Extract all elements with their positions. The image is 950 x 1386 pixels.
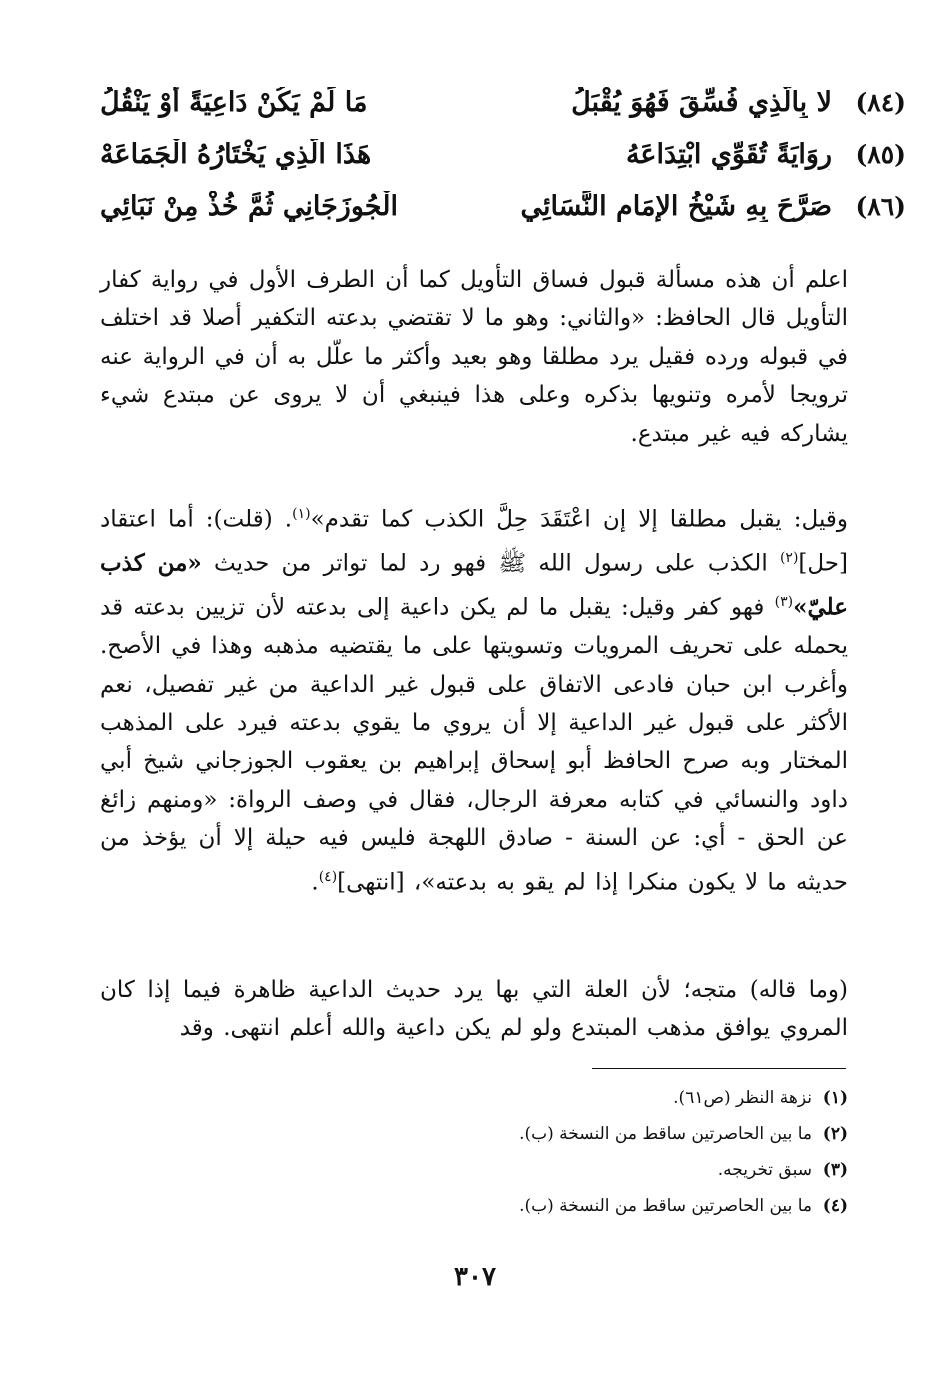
footnote-number: (١) (822, 1088, 848, 1108)
footnote-text: ما بين الحاصرتين ساقط من النسخة (ب). (519, 1196, 812, 1216)
paragraph-2-text: الكذب على رسول الله ﷺ فهو رد لما تواتر من حديث (201, 550, 780, 577)
verse-row (100, 128, 906, 180)
footnote-divider (592, 1068, 846, 1069)
paragraph-2-text: وقيل: يقبل مطلقا إلا إن اعْتَقَدَ حِلَّ الكذب كما تقدم» (310, 506, 848, 533)
verse-first-half: صَرَّحَ بِهِ شَيْخُ الإِمَامِ النَّسَائِي (520, 190, 832, 222)
footnote-number: (٤) (822, 1196, 848, 1216)
paragraph-2-text: . (311, 869, 319, 896)
footnotes (300, 1080, 848, 1224)
footnote (300, 1116, 848, 1152)
page-number: ٣٠٧ (454, 1262, 496, 1292)
footnote-ref: (٢) (779, 550, 799, 567)
verse-row (100, 76, 906, 128)
verse-number: (٨٤) (855, 87, 906, 117)
paragraph-3: (وما قاله) متجه؛ لأن العلة التي بها يرد حديث الداعية ظاهرة فيما إذا كان المروي يوافق مذهب المبتدع ولو لم يكن داعية والله أعلم انتهى. وقد (100, 977, 848, 1042)
hadith-quote: «من كذب عليّ» (100, 549, 848, 621)
verse-block (100, 76, 906, 232)
verse-second-half: مَا لَمْ يَكُنْ دَاعِيَةً أَوْ يَنْقُلُ (100, 86, 368, 118)
footnote (300, 1188, 848, 1224)
footnote-ref: (٣) (774, 594, 794, 611)
verse-second-half: الْجُوزَجَانِي ثُمَّ خُذْ مِنْ نَبَائِي (100, 190, 398, 222)
footnote-number: (٢) (822, 1124, 848, 1144)
paragraph-2-text: فهو كفر وقيل: يقبل ما لم يكن داعية إلى بدعته لأن تزيين بدعته قد يحمله على تحريف المرويات وتسويتها على ما يقتضيه مذهبه وهذا في الأصح. وأغرب ابن حبان فادعى الاتفاق على قبول غير الداعية من غير تفصيل، نعم الأكثر على قبول غير الداعية إلا أن يروي ما يقوي بدعته فيرد على المذهب المختار وبه صرح الحافظ أبو إسحاق إبراهيم بن يعقوب الجوزجاني شيخ أبي داود والنسائي في كتابه معرفة الرجال، فقال في وصف الرواة: «ومنهم زائغ عن الحق - أي: عن السنة - صادق اللهجة فليس فيه حيلة إلا أن يؤخذ من حديثه ما لا يكون منكرا إذا لم يقو به بدعته»، [انتهى] (100, 594, 848, 896)
footnote-text: نزهة النظر (ص٦١). (673, 1088, 812, 1108)
footnote (300, 1152, 848, 1188)
verse-number: (٨٦) (855, 191, 906, 221)
verse-first-half: رِوَايَةً تُقَوِّي ابْتِدَاعَهُ (625, 138, 832, 170)
paragraph-2-text: . (قلت): أما اعتقاد [حل] (100, 506, 848, 577)
footnote (300, 1080, 848, 1116)
paragraph-1: اعلم أن هذه مسألة قبول فساق التأويل كما أن الطرف الأول في رواية كفار التأويل قال الحافظ: «والثاني: وهو ما لا تقتضي بدعته التكفير أصلا قد اختلف في قبوله ورده فقيل يرد مطلقا وهو بعيد وأكثر ما علّل به أن في الرواية عنه ترويجا لأمره وتنويها بذكره وعلى هذا فينبغي أن لا يروى عن مبتدع شيء يشاركه فيه غير مبتدع. (100, 267, 848, 447)
footnote-text: سبق تخريجه. (717, 1160, 812, 1180)
footnote-text: ما بين الحاصرتين ساقط من النسخة (ب). (519, 1124, 812, 1144)
verse-number: (٨٥) (855, 139, 906, 169)
verse-row (100, 180, 906, 232)
paragraph-2 (100, 495, 848, 902)
footnote-ref: (٤) (318, 868, 338, 885)
footnote-ref: (١) (292, 506, 311, 522)
verse-first-half: لا بِالَّذِي فُسِّقَ فَهُوَ يُقْبَلُ (571, 86, 832, 118)
verse-second-half: هَذَا الَّذِي يَخْتَارُهُ الْجَمَاعَهْ (100, 138, 372, 170)
footnote-number: (٣) (822, 1160, 848, 1180)
